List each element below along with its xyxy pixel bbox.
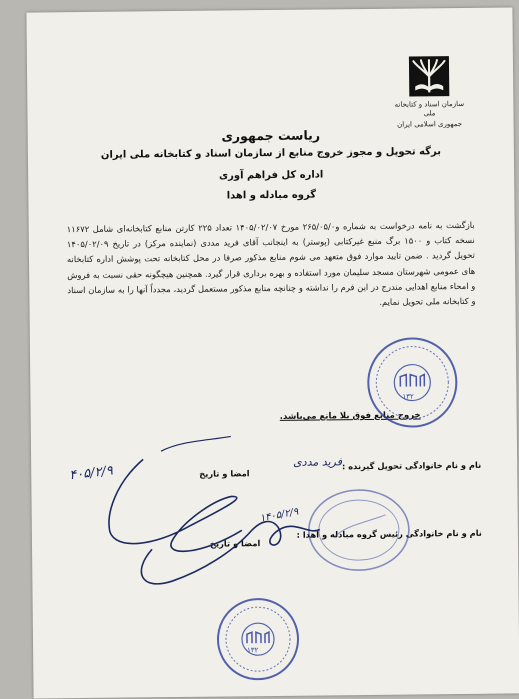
book-tree-icon <box>405 54 453 99</box>
group-head-date-handwritten: ۱۴۰۵/۲/۹ <box>259 506 300 525</box>
stamp-1-number: ۱۳۲ <box>402 392 414 401</box>
document-subtitle: برگه تحویل و مجوز خروج منابع از سازمان اسناد و کتابخانه ملی ایران <box>100 146 441 161</box>
organization-logo <box>391 54 468 130</box>
official-stamp-1 <box>364 334 461 431</box>
department-name: اداره کل فراهم آوری <box>218 169 324 182</box>
body-paragraph: بازگشت به نامه درخواست به شماره و۲۶۵/۰۵/۰ مورخ ۱۴۰۵/۰۲/۰۷ تعداد ۲۲۵ کارتن منابع کتابخانه‌ای شامل ۱۱۶۷۲ نسخه کتاب و ۱۵۰۰ برگ منبع غیرکتابی (پوستر) به اینجانب آقای فرید مددی (نماینده مرکز) در تاریخ ۱۴۰۵/۰۲/۰۹ تحویل گردید . ضمن تایید موارد فوق متعهد می شوم منابع مذکور صرفا در محل کتابخانه تحت پوشش اداره کتابخانه های عمومی شهرستان مسجد سلیمان مورد استفاده و بهره برداری قرار گیرد. همچنین هیچگونه حقی نسبت به فروش و امحاء منابع اهدایی مندرج در این فرم را نداشته و چنانچه منابع مذکور مستعمل گردید، مجدداً آنها را به سازمان اسناد و کتابخانه ملی تحویل نمایم. <box>66 219 476 307</box>
stamp-3-number: ۱۳۲ <box>247 646 259 655</box>
group-head-signature-scribble <box>141 521 321 584</box>
logo-caption-line2: جمهوری اسلامی ایران <box>397 120 463 129</box>
document-page <box>26 7 519 698</box>
receiver-name-handwritten: فرید مددی <box>293 455 343 469</box>
upper-signature-stroke <box>161 436 231 451</box>
official-stamp-2 <box>303 485 414 576</box>
receiver-date-handwritten: ۴۰۵/۲/۹ <box>68 463 114 484</box>
receiver-name-label: نام و نام خانوادگی تحویل گیرنده : <box>341 459 482 472</box>
receiver-signature-label: امضا و تاریخ <box>199 468 250 479</box>
logo-caption-line1: سازمان اسناد و کتابخانه ملی <box>394 99 465 118</box>
final-statement: خروج منابع فوق بلا مانع می‌باشد. <box>279 410 421 422</box>
group-name: گروه مبادله و اهدا <box>226 189 317 202</box>
official-stamp-3 <box>215 596 302 683</box>
group-head-signature-label: امضا و تاریخ <box>209 538 261 549</box>
group-head-name-label: نام و نام خانوادگی رئیس گروه مبادله و اهدا : <box>296 527 482 540</box>
document-title: ریاست جمهوری <box>221 127 321 144</box>
